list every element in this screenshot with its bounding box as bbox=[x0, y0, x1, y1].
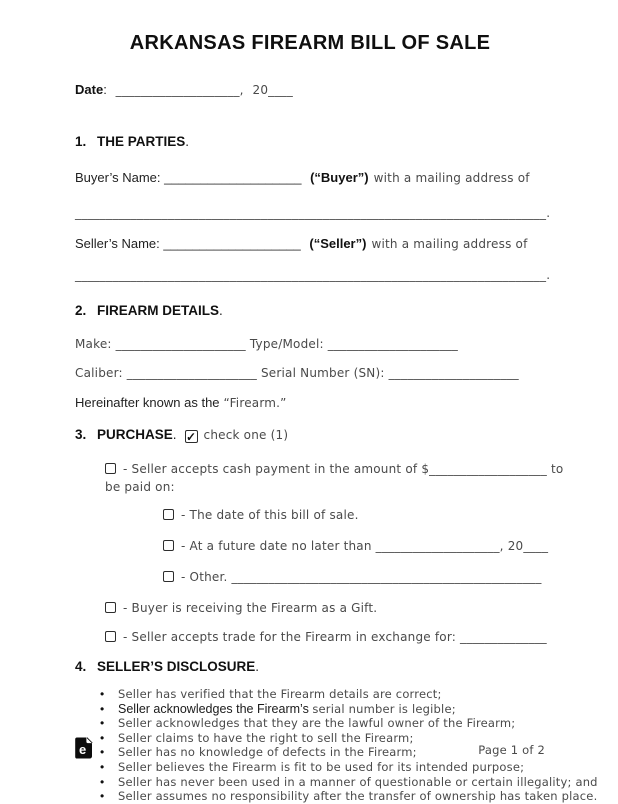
disclosure-bullet: • Seller claims to have the right to sell the Firearm; bbox=[100, 730, 414, 745]
checkbox-unchecked-icon[interactable] bbox=[163, 509, 174, 520]
page-footer bbox=[75, 737, 545, 762]
disclosure-bullet: • Seller has never been used in a manner of questionable or certain illegality; and bbox=[100, 774, 598, 789]
disclosure-bullet: • Seller believes the Firearm is fit to be used for its intended purpose; bbox=[100, 759, 525, 774]
purchase-option-future-date bbox=[163, 539, 549, 553]
disclosure-bullet: • Seller assumes no responsibility after the transfer of ownership has taken place. bbox=[100, 789, 598, 804]
option-text-gift: - Buyer is receiving the Firearm as a Gift. bbox=[123, 601, 378, 615]
page-title: ARKANSAS FIREARM BILL OF SALE bbox=[129, 32, 491, 54]
eforms-logo bbox=[75, 737, 93, 762]
section-number: 2. bbox=[75, 303, 87, 318]
section-heading-sellers-disclosure: 4. SELLER’S DISCLOSURE. bbox=[75, 659, 260, 674]
purchase-option-date-of-sale bbox=[163, 508, 545, 522]
seller-tag: (“Seller”) bbox=[309, 236, 367, 251]
eforms-logo-icon bbox=[75, 737, 93, 759]
checkbox-unchecked-icon[interactable] bbox=[105, 463, 116, 474]
checkbox-checked-icon[interactable]: ✓ bbox=[186, 430, 197, 444]
make-type-line[interactable]: Make: _____________________ Type/Model: _____________________ bbox=[75, 337, 458, 351]
bullet-dot: • bbox=[100, 759, 105, 774]
date-label: Date bbox=[75, 82, 104, 97]
section-heading-parties: 1. THE PARTIES. bbox=[75, 134, 190, 149]
disclosure-bullet: • Seller has verified that the Firearm details are correct; bbox=[100, 687, 442, 701]
checkbox-unchecked-icon[interactable] bbox=[105, 631, 116, 642]
seller-address-blank[interactable]: ____________________________________________________________________________. bbox=[75, 268, 551, 282]
checkbox-unchecked-icon[interactable] bbox=[163, 571, 174, 582]
purchase-option-cash bbox=[105, 462, 564, 476]
purchase-option-cash-cont: be paid on: bbox=[105, 480, 175, 494]
option-text-trade[interactable]: - Seller accepts trade for the Firearm in exchange for: ______________ bbox=[123, 630, 547, 644]
bullet-dot: • bbox=[100, 716, 105, 731]
purchase-option-other bbox=[163, 570, 545, 584]
seller-name-blank[interactable]: ___________________ bbox=[159, 236, 305, 251]
section-number: 3. bbox=[75, 427, 87, 442]
bullet-dot: • bbox=[100, 789, 105, 804]
buyer-name-line bbox=[75, 170, 545, 185]
section-title: FIREARM DETAILS bbox=[97, 303, 219, 318]
disclosure-bullet: • Seller acknowledges that they are the lawful owner of the Firearm; bbox=[100, 716, 516, 731]
seller-name-line bbox=[75, 236, 545, 251]
option-text-cash[interactable]: - Seller accepts cash payment in the amount of $___________________ to bbox=[123, 462, 564, 476]
buyer-name-label: Buyer’s Name: bbox=[75, 170, 161, 185]
section-title: THE PARTIES bbox=[97, 134, 186, 149]
firearm-term: “Firearm.” bbox=[223, 396, 287, 410]
disclosure-bullet: • Seller has no knowledge of defects in the Firearm; bbox=[100, 745, 417, 760]
date-year-blank[interactable]: 20____ bbox=[252, 83, 293, 97]
buyer-line-tail: with a mailing address of bbox=[373, 171, 530, 185]
bullet-dot: • bbox=[100, 745, 105, 760]
buyer-tag: (“Buyer”) bbox=[310, 170, 369, 185]
hereinafter-text: Hereinafter known as the bbox=[75, 395, 220, 410]
svg-text:e: e bbox=[79, 742, 87, 757]
section-number: 4. bbox=[75, 659, 87, 674]
bullet-dot: • bbox=[100, 701, 105, 716]
purchase-option-trade bbox=[105, 630, 545, 644]
checkbox-unchecked-icon[interactable] bbox=[105, 602, 116, 613]
date-line bbox=[75, 82, 545, 97]
buyer-name-blank[interactable]: ___________________ bbox=[160, 170, 306, 185]
section-title: PURCHASE bbox=[97, 427, 173, 442]
hereinafter-line bbox=[75, 395, 545, 410]
section-heading-firearm-details: 2. FIREARM DETAILS. bbox=[75, 303, 223, 318]
bullet-dot: • bbox=[100, 774, 105, 789]
bullet-dot: • bbox=[100, 730, 105, 745]
seller-line-tail: with a mailing address of bbox=[371, 237, 528, 251]
purchase-option-gift bbox=[105, 601, 545, 615]
buyer-address-blank[interactable]: ____________________________________________________________________________. bbox=[75, 206, 551, 220]
page-number: Page 1 of 2 bbox=[478, 743, 545, 757]
date-colon: : bbox=[103, 82, 107, 97]
date-blank[interactable]: ____________________, bbox=[115, 83, 244, 97]
bullet-dot: • bbox=[100, 687, 105, 701]
section-title: SELLER’S DISCLOSURE bbox=[97, 659, 256, 674]
caliber-serial-line[interactable]: Caliber: _____________________ Serial Number (SN): _____________________ bbox=[75, 366, 519, 380]
seller-name-label: Seller’s Name: bbox=[75, 236, 160, 251]
section-number: 1. bbox=[75, 134, 87, 149]
checkbox-unchecked-icon[interactable] bbox=[163, 540, 174, 551]
check-one-label: check one (1) bbox=[203, 428, 289, 442]
option-text-date-of-sale: - The date of this bill of sale. bbox=[181, 508, 359, 522]
option-text-future-date[interactable]: - At a future date no later than ____________________, 20____ bbox=[181, 539, 549, 553]
option-text-other[interactable]: - Other. __________________________________________________ bbox=[181, 570, 542, 584]
disclosure-bullet: • Seller acknowledges the Firearm’s serial number is legible; bbox=[100, 701, 456, 716]
section-heading-purchase: 3. PURCHASE. ✓ check one (1) bbox=[75, 427, 289, 444]
